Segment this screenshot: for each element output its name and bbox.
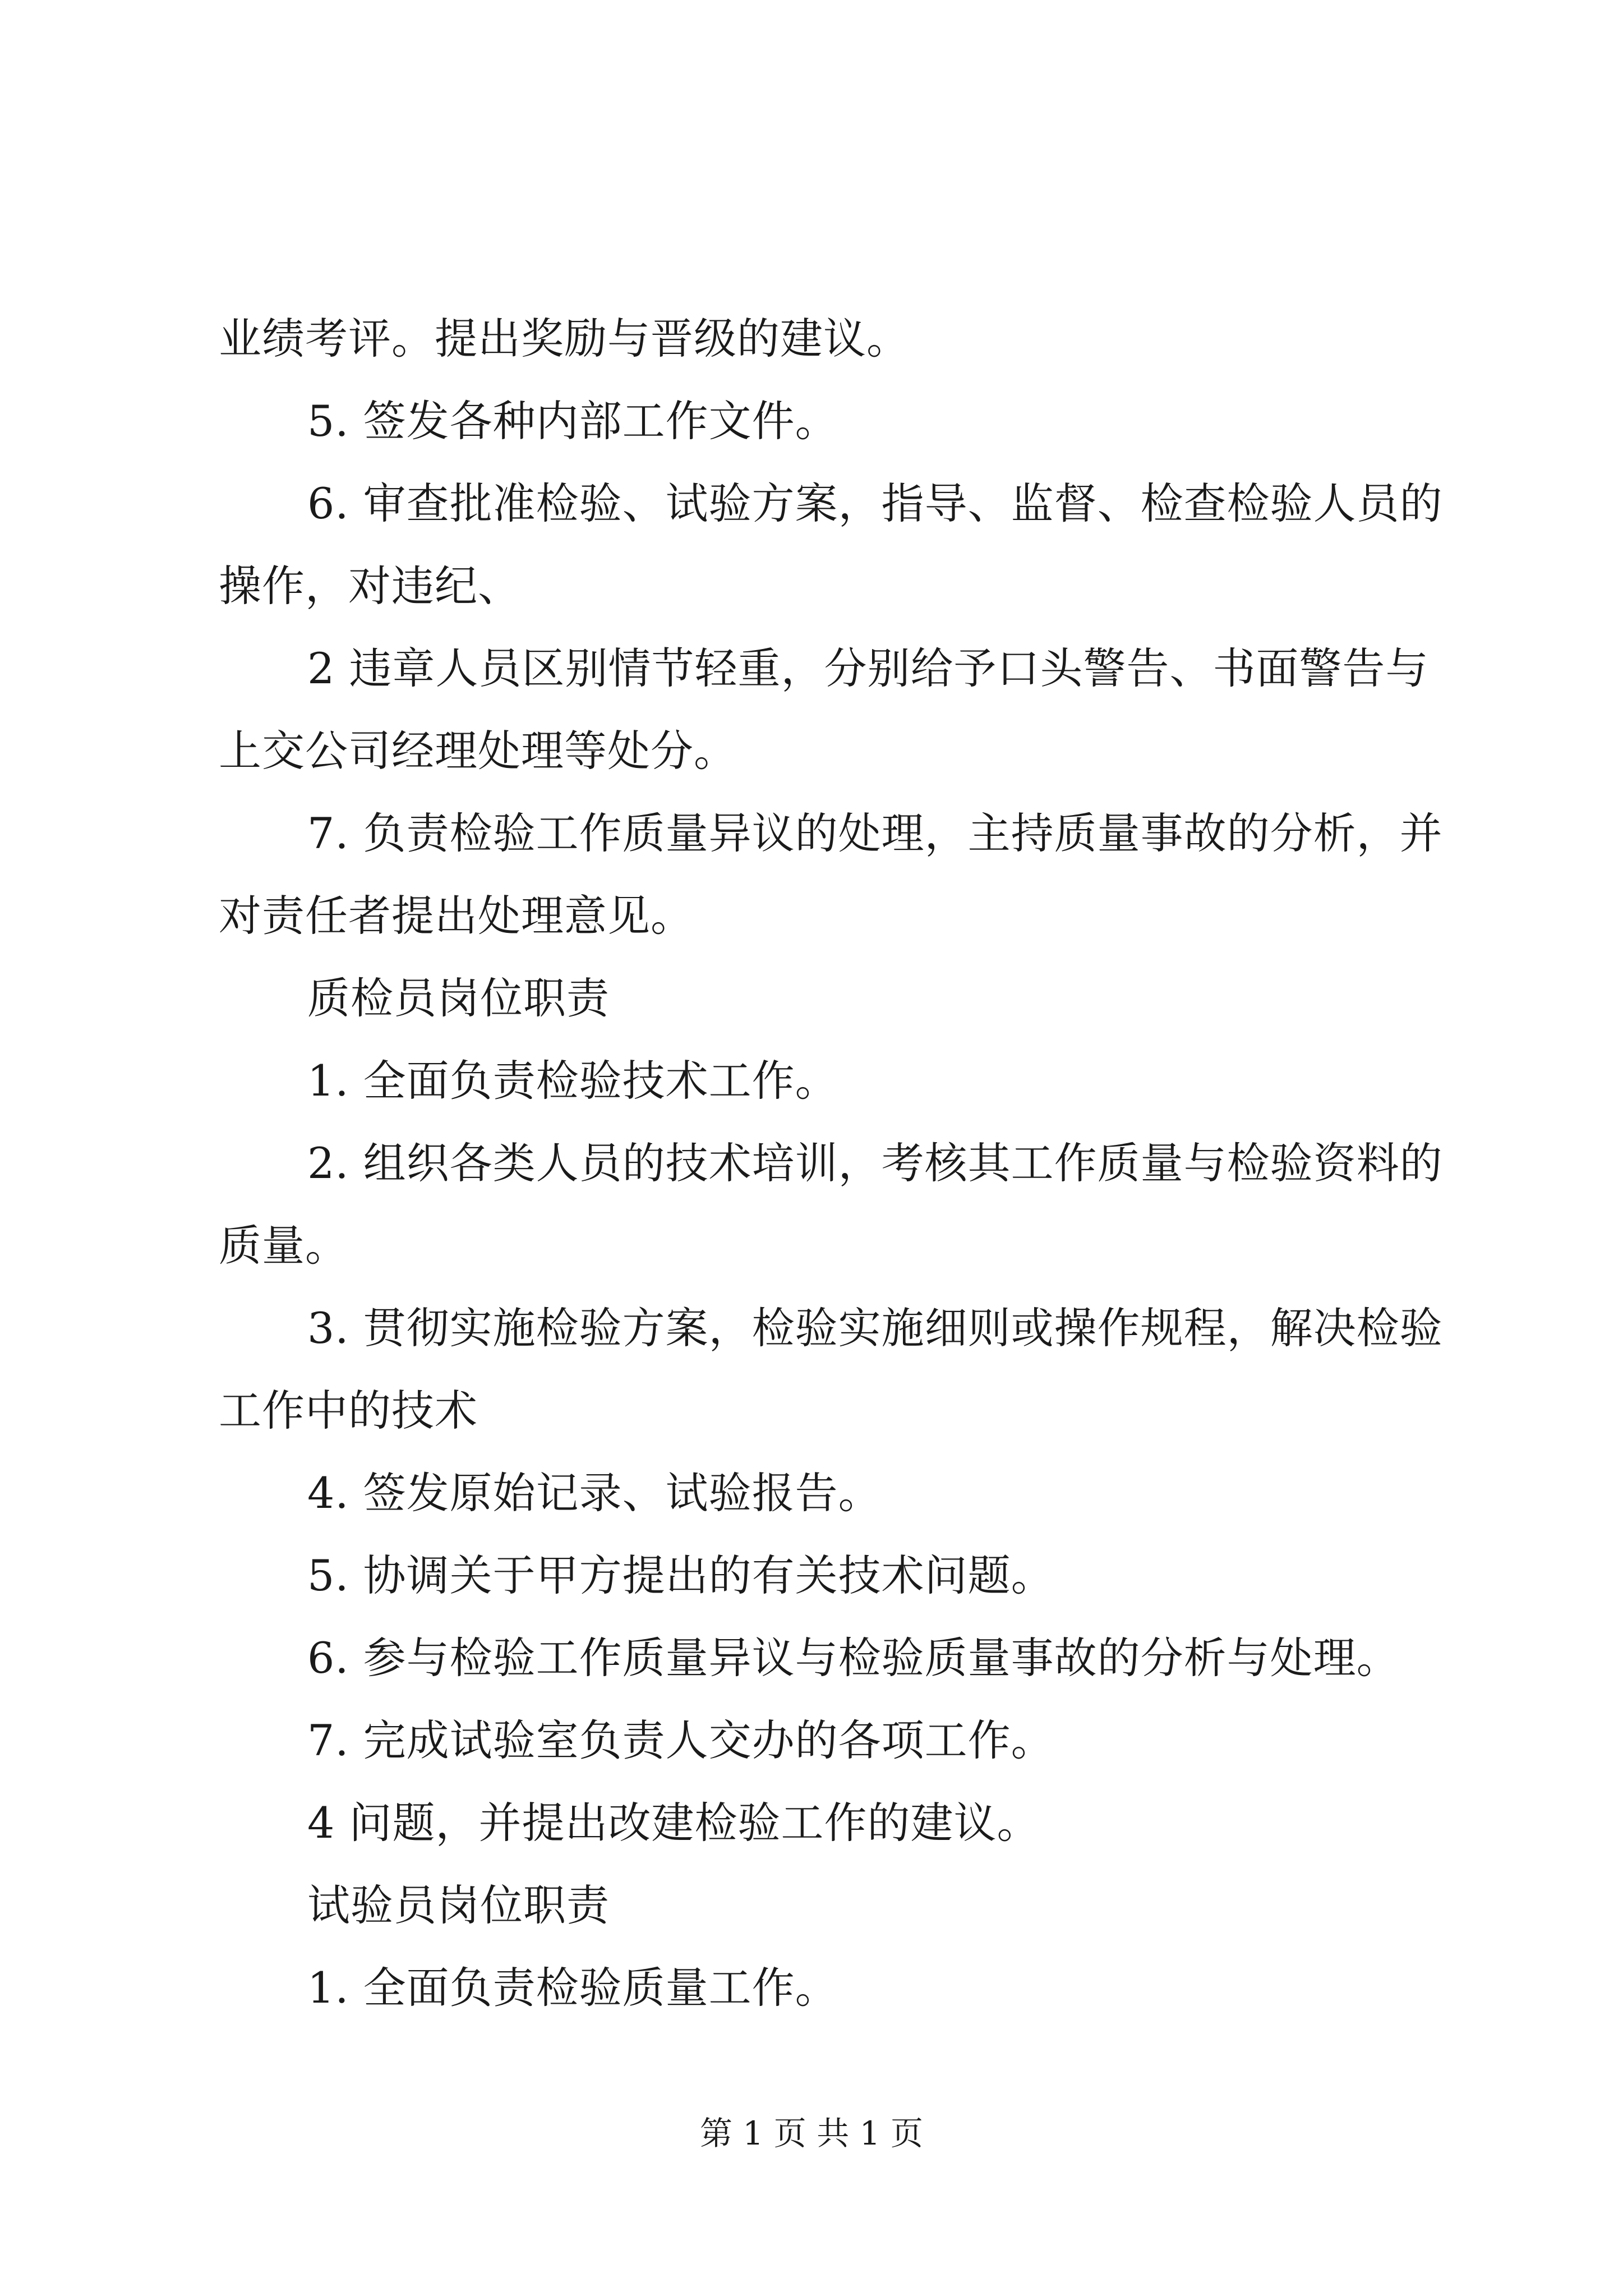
text-line-11: 2. 组织各类人员的技术培训，考核其工作质量与检验资料的 xyxy=(307,1138,1443,1188)
text-line-16: 5. 协调关于甲方提出的有关技术问题。 xyxy=(307,1550,1054,1600)
section-heading-tester: 试验员岗位职责 xyxy=(307,1880,610,1930)
text-line-21: 1. 全面负责检验质量工作。 xyxy=(307,1963,838,2013)
text-line-10: 1. 全面负责检验技术工作。 xyxy=(307,1056,838,1106)
text-line-18: 7. 完成试验室负责人交办的各项工作。 xyxy=(307,1715,1054,1765)
text-line-14: 工作中的技术 xyxy=(219,1386,478,1435)
document-body xyxy=(219,297,1443,2029)
page-footer: 第 1 页 共 1 页 xyxy=(700,2114,923,2152)
text-line-15: 4. 签发原始记录、试验报告。 xyxy=(307,1468,882,1518)
text-line-4: 操作，对违纪、 xyxy=(219,561,521,611)
text-line-19: 4 问题，并提出改建检验工作的建议。 xyxy=(307,1798,1040,1848)
text-line-8: 对责任者提出处理意见。 xyxy=(219,891,694,941)
text-line-7: 7. 负责检验工作质量异议的处理，主持质量事故的分析，并 xyxy=(307,808,1443,858)
text-line-12: 质量。 xyxy=(219,1221,348,1271)
section-heading-quality-inspector: 质检员岗位职责 xyxy=(307,973,610,1023)
text-line-17: 6. 参与检验工作质量异议与检验质量事故的分析与处理。 xyxy=(307,1633,1400,1683)
text-line-5: 2 违章人员区别情节轻重，分别给予口头警告、书面警告与 xyxy=(307,643,1429,693)
text-line-2: 5. 签发各种内部工作文件。 xyxy=(307,396,838,446)
text-line-6: 上交公司经理处理等处分。 xyxy=(219,726,737,776)
text-line-1: 业绩考评。提出奖励与晋级的建议。 xyxy=(219,314,910,364)
text-line-13: 3. 贯彻实施检验方案，检验实施细则或操作规程，解决检验 xyxy=(307,1303,1443,1353)
text-line-3: 6. 审查批准检验、试验方案，指导、监督、检查检验人员的 xyxy=(307,478,1443,528)
